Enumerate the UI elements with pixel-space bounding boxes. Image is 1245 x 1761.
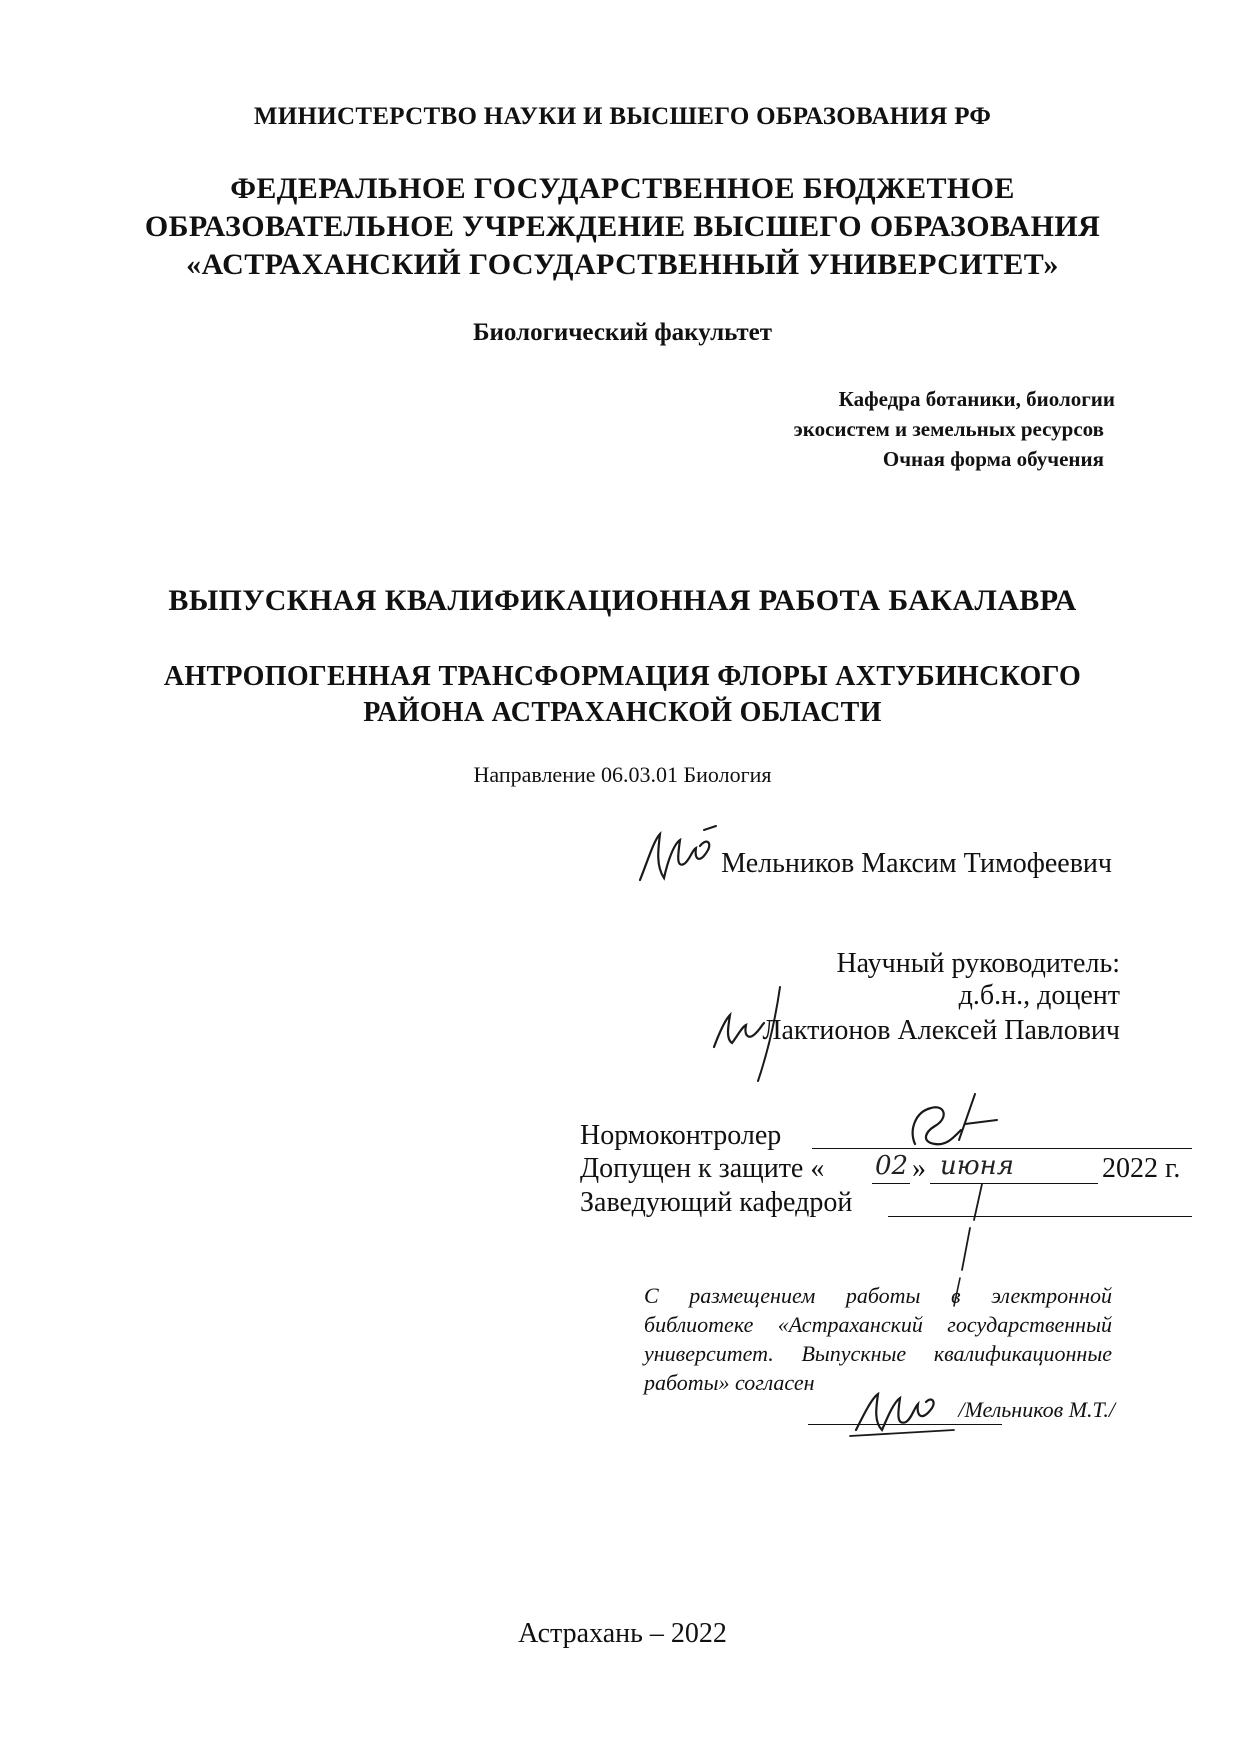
student-signature [634,820,724,890]
student-name: Мельников Максим Тимофеевич [721,848,1112,879]
university-line-3: «АСТРАХАНСКИЙ ГОСУДАРСТВЕННЫЙ УНИВЕРСИТЕТ» [186,248,1059,281]
consent-signature [850,1378,960,1448]
consent-line-1: С размещением работы в электронной [644,1283,1112,1308]
consent-line-3: университет. Выпускные квалификационные [644,1341,1112,1366]
thesis-type: ВЫПУСКНАЯ КВАЛИФИКАЦИОННАЯ РАБОТА БАКАЛАВРА [168,584,1077,617]
study-direction: Направление 06.03.01 Биология [473,762,772,787]
city-year: Астрахань – 2022 [518,1618,727,1649]
admitted-year: 2022 г. [1102,1153,1181,1184]
ministry-heading: МИНИСТЕРСТВО НАУКИ И ВЫСШЕГО ОБРАЗОВАНИЯ РФ [253,103,992,130]
normocontrol-signature [905,1090,1005,1160]
head-of-department-label: Заведующий кафедрой [580,1187,853,1218]
admitted-label: Допущен к защите « [580,1153,825,1184]
consent-line-4: работы» согласен [644,1370,815,1395]
department-line-2: экосистем и земельных ресурсов [793,417,1104,441]
advisor-label: Научный руководитель: [836,948,1120,979]
consent-signature-name: /Мельников М.Т./ [958,1397,1115,1422]
admitted-day: 02 [875,1151,909,1181]
head-signature-line [888,1216,1192,1217]
admitted-day-line [872,1183,910,1184]
department-line-1: Кафедра ботаники, биологии [838,387,1115,411]
admitted-month: июня [940,1151,1014,1181]
advisor-name: Лактионов Алексей Павлович [762,1015,1120,1046]
thesis-title-line-2: РАЙОНА АСТРАХАНСКОЙ ОБЛАСТИ [363,697,882,728]
consent-line-2: библиотеке «Астраханский государственный [644,1312,1112,1337]
thesis-title-line-1: АНТРОПОГЕННАЯ ТРАНСФОРМАЦИЯ ФЛОРЫ АХТУБИНСКОГО [163,661,1082,692]
advisor-degree: д.б.н., доцент [958,980,1120,1011]
study-form: Очная форма обучения [882,447,1104,471]
faculty-name: Биологический факультет [472,319,773,346]
university-line-2: ОБРАЗОВАТЕЛЬНОЕ УЧРЕЖДЕНИЕ ВЫСШЕГО ОБРАЗОВАНИЯ [144,210,1101,243]
university-line-1: ФЕДЕРАЛЬНОЕ ГОСУДАРСТВЕННОЕ БЮДЖЕТНОЕ [230,172,1015,205]
normocontrol-label: Нормоконтролер [580,1120,782,1151]
admitted-quote-close: » [912,1153,926,1184]
